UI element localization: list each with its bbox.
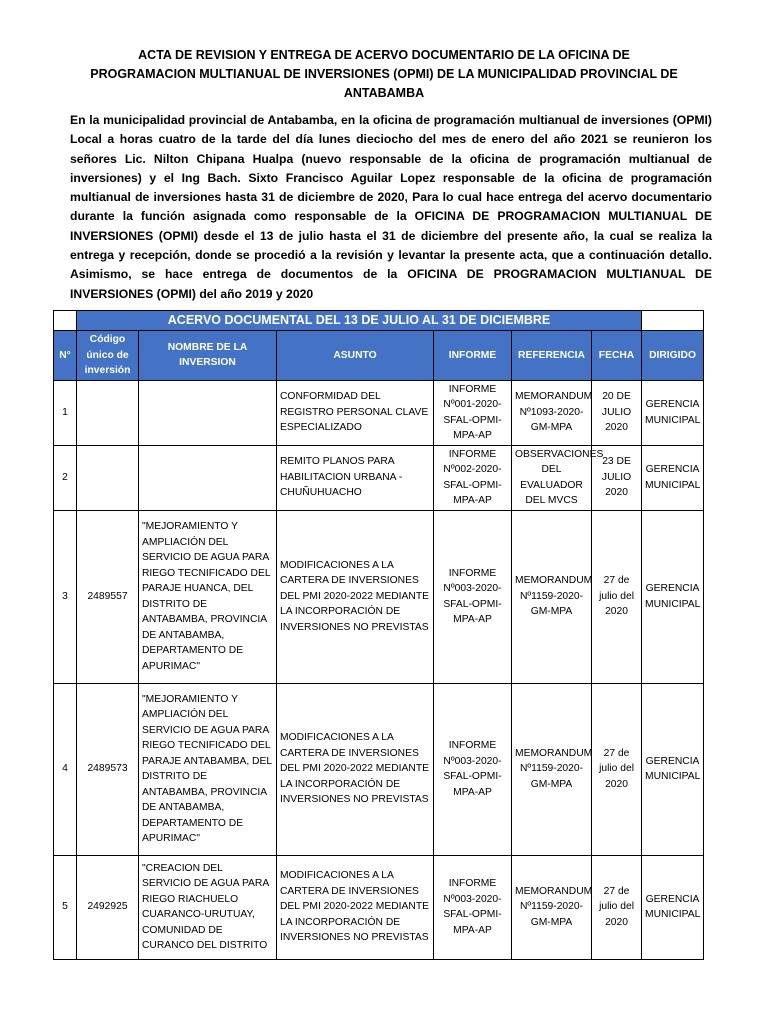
header-nombre: NOMBRE DE LA INVERSION: [139, 331, 277, 381]
header-num: N°: [54, 331, 77, 381]
cell-codigo: [77, 445, 139, 510]
header-referencia: REFERENCIA: [512, 331, 592, 381]
header-fecha: FECHA: [592, 331, 642, 381]
cell-nombre: [139, 380, 277, 445]
cell-referencia: MEMORANDUM Nº1159-2020-GM-MPA: [512, 855, 592, 959]
cell-asunto: MODIFICACIONES A LA CARTERA DE INVERSIONES DEL PMI 2020-2022 MEDIANTE LA INCORPORACIÓN DE INVERSIONES NO PREVISTAS: [277, 510, 434, 683]
header-asunto: ASUNTO: [277, 331, 434, 381]
header-codigo: Código único de inversión: [77, 331, 139, 381]
cell-nombre: "CREACION DEL SERVICIO DE AGUA PARA RIEGO RIACHUELO CUARANCO-URUTUAY, COMUNIDAD DE CURANCO DEL DISTRITO: [139, 855, 277, 959]
cell-dirigido: GERENCIA MUNICIPAL: [642, 683, 704, 855]
cell-asunto: MODIFICACIONES A LA CARTERA DE INVERSIONES DEL PMI 2020-2022 MEDIANTE LA INCORPORACIÓN DE INVERSIONES NO PREVISTAS: [277, 683, 434, 855]
cell-codigo: 2492925: [77, 855, 139, 959]
table-banner-row: [54, 311, 704, 331]
title-line: ACTA DE REVISION Y ENTREGA DE ACERVO DOCUMENTARIO DE LA OFICINA DE: [138, 48, 630, 62]
cell-informe: INFORME Nº001-2020-SFAL-OPMI-MPA-AP: [434, 380, 512, 445]
cell-informe: INFORME Nº003-2020-SFAL-OPMI-MPA-AP: [434, 510, 512, 683]
cell-dirigido: GERENCIA MUNICIPAL: [642, 510, 704, 683]
table-banner: ACERVO DOCUMENTAL DEL 13 DE JULIO AL 31 DE DICIEMBRE: [77, 311, 642, 331]
header-dirigido: DIRIGIDO: [642, 331, 704, 381]
cell-referencia: OBSERVACIONES DEL EVALUADOR DEL MVCS: [512, 445, 592, 510]
table-row: [54, 510, 704, 683]
cell-referencia: MEMORANDUM Nº1159-2020-GM-MPA: [512, 683, 592, 855]
title-line: ANTABAMBA: [343, 86, 425, 100]
header-informe: INFORME: [434, 331, 512, 381]
table-row: [54, 380, 704, 445]
acervo-table: [53, 310, 704, 960]
cell-num: 1: [54, 380, 77, 445]
cell-informe: INFORME Nº003-2020-SFAL-OPMI-MPA-AP: [434, 855, 512, 959]
cell-dirigido: GERENCIA MUNICIPAL: [642, 445, 704, 510]
cell-asunto: MODIFICACIONES A LA CARTERA DE INVERSIONES DEL PMI 2020-2022 MEDIANTE LA INCORPORACIÓN DE INVERSIONES NO PREVISTAS: [277, 855, 434, 959]
cell-fecha: 23 DE JULIO 2020: [592, 445, 642, 510]
cell-codigo: [77, 380, 139, 445]
cell-dirigido: GERENCIA MUNICIPAL: [642, 380, 704, 445]
table-row: [54, 445, 704, 510]
table-row: [54, 683, 704, 855]
cell-referencia: MEMORANDUM Nº1093-2020-GM-MPA: [512, 380, 592, 445]
banner-empty-cell: [642, 311, 704, 331]
cell-num: 2: [54, 445, 77, 510]
table-header-row: [54, 331, 704, 381]
cell-fecha: 20 DE JULIO 2020: [592, 380, 642, 445]
cell-codigo: 2489557: [77, 510, 139, 683]
cell-fecha: 27 de julio del 2020: [592, 855, 642, 959]
cell-nombre: "MEJORAMIENTO Y AMPLIACIÓN DEL SERVICIO DE AGUA PARA RIEGO TECNIFICADO DEL PARAJE ANTABAMBA, DEL DISTRITO DE ANTABAMBA, PROVINCIA DE ANTABAMBA, DEPARTAMENTO DE APURIMAC": [139, 683, 277, 855]
banner-empty-cell: [54, 311, 77, 331]
intro-paragraph: En la municipalidad provincial de Antabamba, en la oficina de programación multianual de inversiones (OPMI) Local a horas cuatro de la tarde del día lunes dieciocho del mes de enero del año 2021 se reunieron los señores Lic. Nilton Chipana Hualpa (nuevo responsable de la oficina de programación multianual de inversiones) y el Ing Bach. Sixto Francisco Aguilar Lopez responsable de la oficina de programación multianual de inversiones hasta 31 de diciembre de 2020, Para lo cual hace entrega del acervo documentario durante la función asignada como responsable de la OFICINA DE PROGRAMACION MULTIANUAL DE INVERSIONES (OPMI) desde el 13 de julio hasta el 31 de diciembre del presente año, la cual se realiza la entrega y recepción, donde se procedió a la revisión y levantar la presente acta, que a continuación detallo. Asimismo, se hace entrega de documentos de la OFICINA DE PROGRAMACION MULTIANUAL DE INVERSIONES (OPMI) del año 2019 y 2020: [70, 113, 712, 301]
cell-nombre: [139, 445, 277, 510]
cell-informe: INFORME Nº002-2020-SFAL-OPMI-MPA-AP: [434, 445, 512, 510]
cell-asunto: REMITO PLANOS PARA HABILITACION URBANA -CHUÑUHUACHO: [277, 445, 434, 510]
cell-num: 4: [54, 683, 77, 855]
cell-codigo: 2489573: [77, 683, 139, 855]
cell-fecha: 27 de julio del 2020: [592, 510, 642, 683]
table-row: [54, 855, 704, 959]
cell-informe: INFORME Nº003-2020-SFAL-OPMI-MPA-AP: [434, 683, 512, 855]
cell-asunto: CONFORMIDAD DEL REGISTRO PERSONAL CLAVE ESPECIALIZADO: [277, 380, 434, 445]
cell-dirigido: GERENCIA MUNICIPAL: [642, 855, 704, 959]
cell-num: 5: [54, 855, 77, 959]
cell-fecha: 27 de julio del 2020: [592, 683, 642, 855]
cell-referencia: MEMORANDUM Nº1159-2020-GM-MPA: [512, 510, 592, 683]
cell-nombre: "MEJORAMIENTO Y AMPLIACIÓN DEL SERVICIO DE AGUA PARA RIEGO TECNIFICADO DEL PARAJE HUANCA, DEL DISTRITO DE ANTABAMBA, PROVINCIA DE ANTABAMBA, DEPARTAMENTO DE APURIMAC": [139, 510, 277, 683]
cell-num: 3: [54, 510, 77, 683]
title-line: PROGRAMACION MULTIANUAL DE INVERSIONES (OPMI) DE LA MUNICIPALIDAD PROVINCIAL DE: [90, 67, 678, 81]
document-title: [60, 46, 708, 103]
